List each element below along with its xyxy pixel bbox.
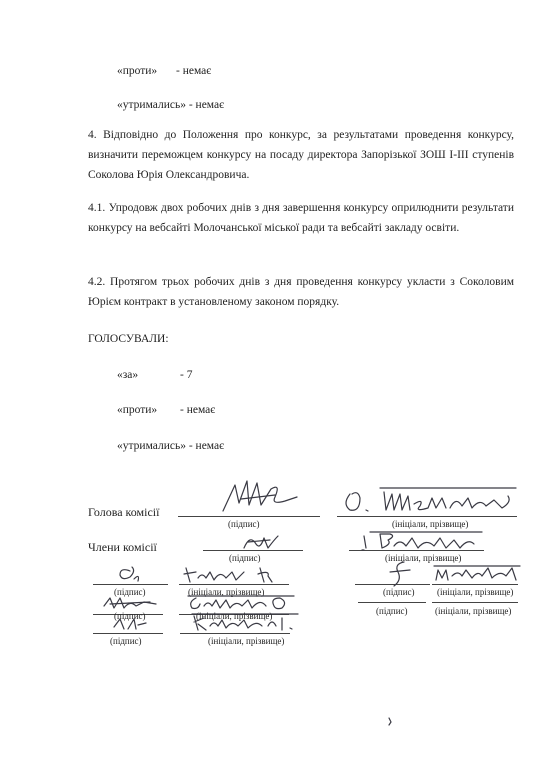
against-value-2: - немає [180, 404, 216, 416]
member2-signature [110, 563, 150, 585]
member2-name-caption: (ініціали, прізвище) [188, 587, 265, 597]
for-value: - 7 [180, 369, 193, 381]
member4-name-handwriting [186, 592, 296, 614]
abstain-line-2: «утримались» - немає [117, 440, 225, 452]
member6-signature [110, 615, 150, 633]
chair-name-caption: (ініціали, прізвище) [392, 519, 469, 529]
member1-signature [240, 530, 280, 552]
chair-sign-caption: (підпис) [228, 519, 260, 529]
member4-signature [100, 594, 160, 614]
ink-dot [385, 716, 395, 726]
member4-name-caption: (ініціали, прізвище) [196, 611, 273, 621]
abstain-line: «утримались» - немає [117, 99, 225, 111]
member6-sign-caption: (підпис) [110, 636, 142, 646]
member5-name-line-right [432, 602, 518, 603]
for-label: «за» [117, 369, 139, 381]
chair-name-line [337, 516, 517, 517]
chair-name-handwriting [340, 484, 520, 516]
member3-name-handwriting [432, 562, 522, 586]
member5-sign-line-right [358, 602, 426, 603]
member1-sign-caption: (підпис) [229, 553, 261, 563]
member4-sign-caption: (підпис) [114, 611, 146, 621]
member1-name-handwriting [350, 530, 485, 552]
paragraph-4-1: 4.1. Упродовж двох робочих днів з дня завершення конкурсу оприлюднити результати конкурсу на вебсайті Молочанської міської ради та вебсайті закладу освіти. [88, 202, 514, 234]
member5-sign-caption-right: (підпис) [376, 606, 408, 616]
member3-signature [380, 558, 420, 590]
against-value: - немає [176, 65, 212, 77]
paragraph-4-2: 4.2. Протягом трьох робочих днів з дня проведення конкурсу укласти з Соколовим Юрієм контракт в установленому законом порядку. [88, 276, 514, 308]
chair-label: Голова комісії [88, 505, 160, 519]
member2-name-handwriting [180, 564, 290, 586]
member6-name-caption: (ініціали, прізвище) [208, 636, 285, 646]
member3-sign-caption: (підпис) [383, 587, 415, 597]
against-label: «проти» [117, 65, 158, 77]
against-label-2: «проти» [117, 404, 158, 416]
voting-heading: ГОЛОСУВАЛИ: [88, 333, 169, 345]
member3-name-caption: (ініціали, прізвище) [437, 587, 514, 597]
member1-name-caption: (ініціали, прізвище) [385, 553, 462, 563]
member6-name-handwriting [190, 612, 300, 634]
member6-sign-line [93, 633, 163, 634]
member2-sign-caption: (підпис) [114, 587, 146, 597]
member5-name-caption-right: (ініціали, прізвище) [435, 606, 512, 616]
members-label: Члени комісії [88, 540, 157, 554]
paragraph-4: 4. Відповідно до Положення про конкурс, за результатами проведення конкурсу, визначити переможцем конкурсу на посаду директора Запорізької ЗОШ І-ІІІ ступенів Соколова Юрія Олександровича. [88, 129, 514, 181]
chair-signature [215, 475, 300, 517]
